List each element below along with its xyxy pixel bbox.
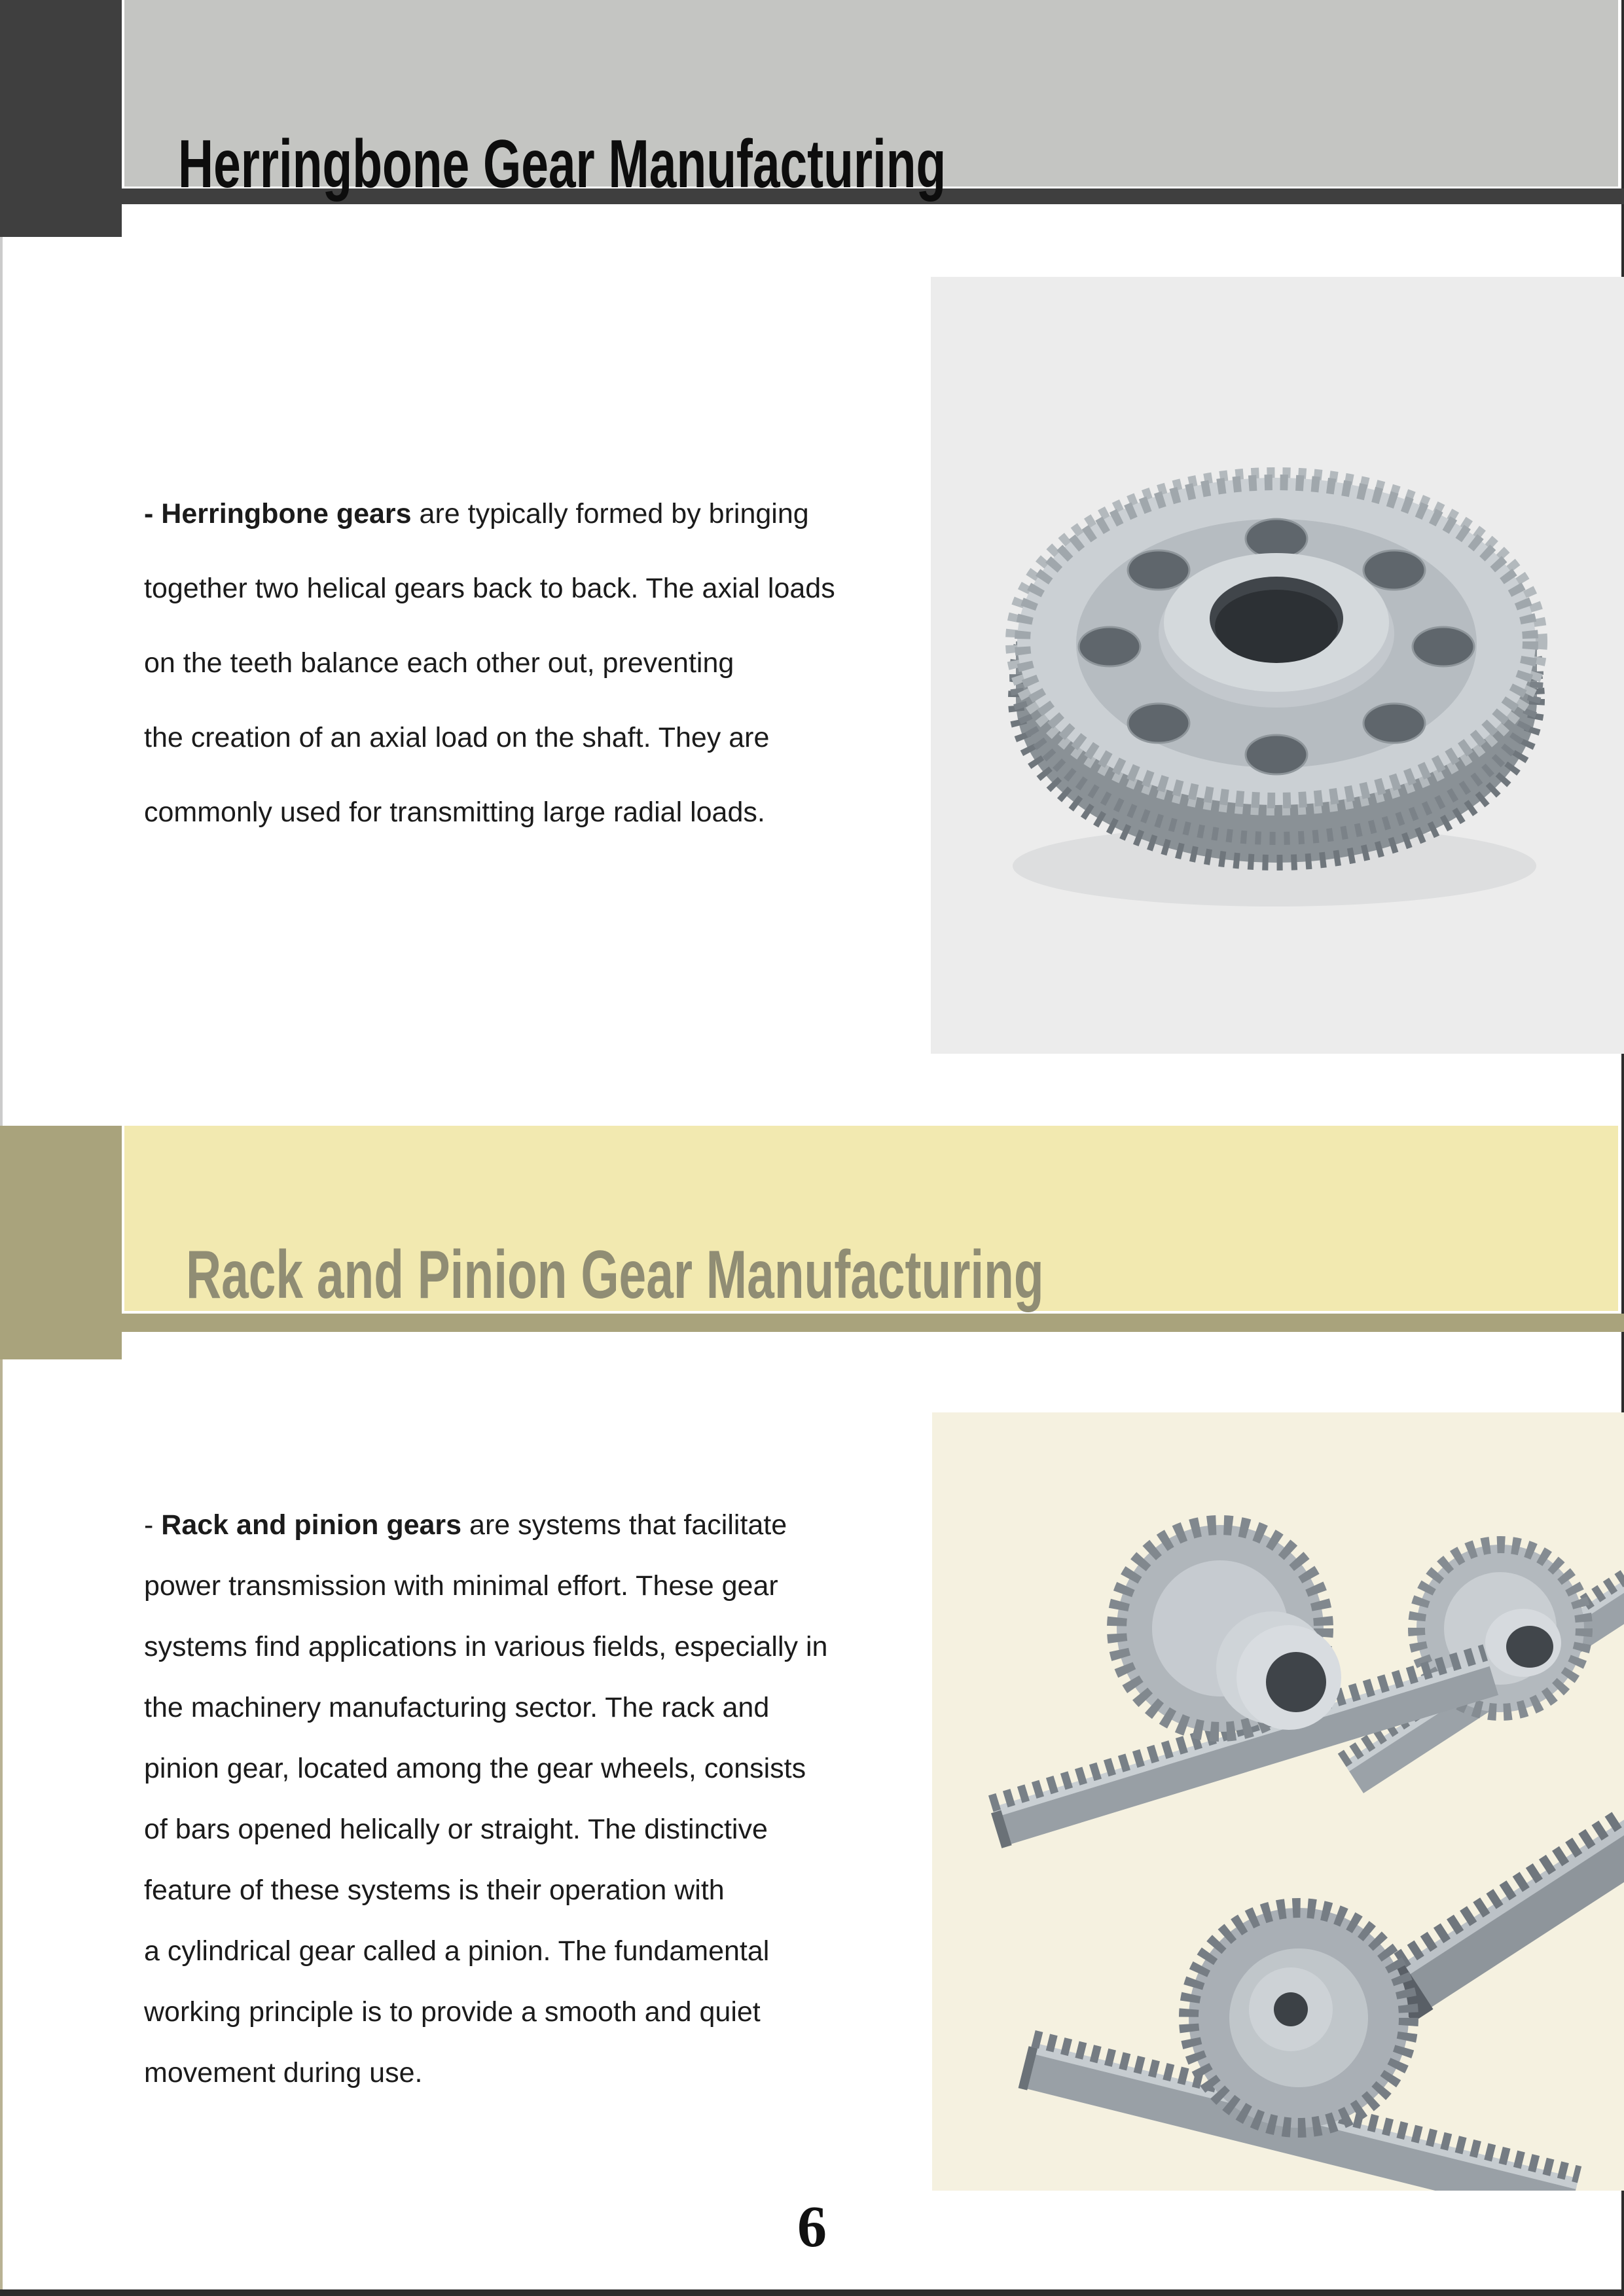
- rack-and-pinion-gears-photo: [932, 1412, 1624, 2191]
- section1-image-box: [931, 277, 1624, 1054]
- section2-underline-strip: [122, 1314, 1624, 1332]
- section2-paragraph: [144, 1495, 827, 2104]
- paragraph-line: working principle is to provide a smooth and quiet: [144, 1996, 761, 2028]
- paragraph-line: - Herringbone gears are typically formed by bringing: [144, 498, 809, 529]
- paragraph-line: - Rack and pinion gears are systems that facilitate: [144, 1509, 787, 1541]
- section2-title: Rack and Pinion Gear Manufacturing: [186, 1236, 1044, 1313]
- paragraph-line: feature of these systems is their operation with: [144, 1874, 725, 1906]
- herringbone-gear-photo: [931, 277, 1624, 1054]
- paragraph-line: of bars opened helically or straight. The distinctive: [144, 1814, 768, 1845]
- paragraph-line: systems find applications in various fields, especially in: [144, 1631, 828, 1662]
- section1-corner-block: [0, 0, 122, 237]
- paragraph-line: power transmission with minimal effort. These gear: [144, 1570, 778, 1602]
- paragraph-line: together two helical gears back to back. The axial loads: [144, 573, 835, 604]
- page-left-edge-line-bottom: [0, 1359, 3, 2289]
- page-bottom-edge-line: [0, 2289, 1624, 2296]
- paragraph-line: a cylindrical gear called a pinion. The fundamental: [144, 1935, 770, 1967]
- paragraph-line: pinion gear, located among the gear wheels, consists: [144, 1753, 806, 1784]
- paragraph-line: the machinery manufacturing sector. The rack and: [144, 1692, 770, 1723]
- page-left-edge-line-top: [0, 237, 3, 1126]
- section1-title: Herringbone Gear Manufacturing: [178, 126, 947, 202]
- paragraph-line: movement during use.: [144, 2057, 423, 2089]
- page-number: 6: [797, 2195, 827, 2259]
- paragraph-line: commonly used for transmitting large radial loads.: [144, 797, 765, 828]
- paragraph-line: on the teeth balance each other out, preventing: [144, 647, 734, 679]
- section2-corner-block: [0, 1126, 122, 1359]
- paragraph-line: the creation of an axial load on the shaft. They are: [144, 722, 770, 753]
- section1-paragraph: [144, 476, 835, 850]
- section2-image-box: [932, 1412, 1624, 2191]
